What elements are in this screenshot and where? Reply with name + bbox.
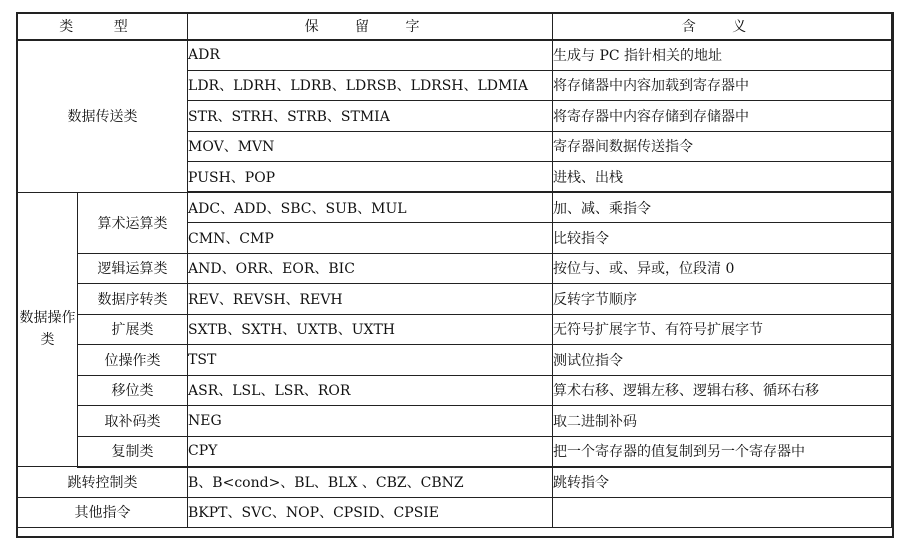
meaning-cell: 加、减、乘指令 <box>553 192 892 223</box>
group-branch: 跳转控制类 <box>18 467 188 498</box>
table-row <box>18 345 892 376</box>
meaning-cell: 进栈、出栈 <box>553 162 892 193</box>
table-row <box>18 284 892 315</box>
keyword-cell: AND、ORR、EOR、BIC <box>188 253 553 284</box>
subgroup-cell: 取补码类 <box>78 406 188 437</box>
keyword-cell: ASR、LSL、LSR、ROR <box>188 375 553 406</box>
meaning-cell: 比较指令 <box>553 223 892 254</box>
group-data-operation: 数据操作类 <box>18 192 78 467</box>
keyword-table <box>17 13 892 528</box>
header-meaning: 含 义 <box>553 14 892 40</box>
meaning-cell: 将存储器中内容加载到寄存器中 <box>553 70 892 101</box>
table-row <box>18 406 892 437</box>
header-type: 类 型 <box>18 14 188 40</box>
meaning-cell: 把一个寄存器的值复制到另一个寄存器中 <box>553 436 892 467</box>
meaning-cell: 算术右移、逻辑左移、逻辑右移、循环右移 <box>553 375 892 406</box>
table-row <box>18 436 892 467</box>
keyword-cell: CPY <box>188 436 553 467</box>
group-data-transfer: 数据传送类 <box>18 40 188 193</box>
table-row <box>18 375 892 406</box>
subgroup-cell: 数据序转类 <box>78 284 188 315</box>
meaning-cell <box>553 497 892 528</box>
meaning-cell: 寄存器间数据传送指令 <box>553 131 892 162</box>
keyword-cell: ADC、ADD、SBC、SUB、MUL <box>188 192 553 223</box>
keyword-cell: CMN、CMP <box>188 223 553 254</box>
subgroup-cell: 位操作类 <box>78 345 188 376</box>
keyword-cell: TST <box>188 345 553 376</box>
keyword-cell: MOV、MVN <box>188 131 553 162</box>
keyword-cell: REV、REVSH、REVH <box>188 284 553 315</box>
meaning-cell: 按位与、或、异或，位段清 0 <box>553 253 892 284</box>
meaning-cell: 测试位指令 <box>553 345 892 376</box>
keyword-cell: ADR <box>188 40 553 71</box>
meaning-cell: 生成与 PC 指针相关的地址 <box>553 40 892 71</box>
header-row <box>18 14 892 40</box>
table-row <box>18 192 892 223</box>
table-row <box>18 467 892 498</box>
keyword-cell: BKPT、SVC、NOP、CPSID、CPSIE <box>188 497 553 528</box>
subgroup-cell: 移位类 <box>78 375 188 406</box>
table-row <box>18 497 892 528</box>
meaning-cell: 反转字节顺序 <box>553 284 892 315</box>
keyword-cell: SXTB、SXTH、UXTB、UXTH <box>188 314 553 345</box>
meaning-cell: 跳转指令 <box>553 467 892 498</box>
keyword-cell: LDR、LDRH、LDRB、LDRSB、LDRSH、LDMIA <box>188 70 553 101</box>
header-keyword: 保 留 字 <box>188 14 553 40</box>
table-row <box>18 40 892 71</box>
meaning-cell: 将寄存器中内容存储到存储器中 <box>553 101 892 132</box>
subgroup-cell: 逻辑运算类 <box>78 253 188 284</box>
table-row <box>18 314 892 345</box>
meaning-cell: 取二进制补码 <box>553 406 892 437</box>
keyword-cell: PUSH、POP <box>188 162 553 193</box>
subgroup-cell: 复制类 <box>78 436 188 467</box>
meaning-cell: 无符号扩展字节、有符号扩展字节 <box>553 314 892 345</box>
keyword-cell: B、B<cond>、BL、BLX 、CBZ、CBNZ <box>188 467 553 498</box>
table-row <box>18 253 892 284</box>
keyword-cell: NEG <box>188 406 553 437</box>
subgroup-cell: 扩展类 <box>78 314 188 345</box>
subgroup-cell: 算术运算类 <box>78 192 188 253</box>
keyword-cell: STR、STRH、STRB、STMIA <box>188 101 553 132</box>
group-other: 其他指令 <box>18 497 188 528</box>
